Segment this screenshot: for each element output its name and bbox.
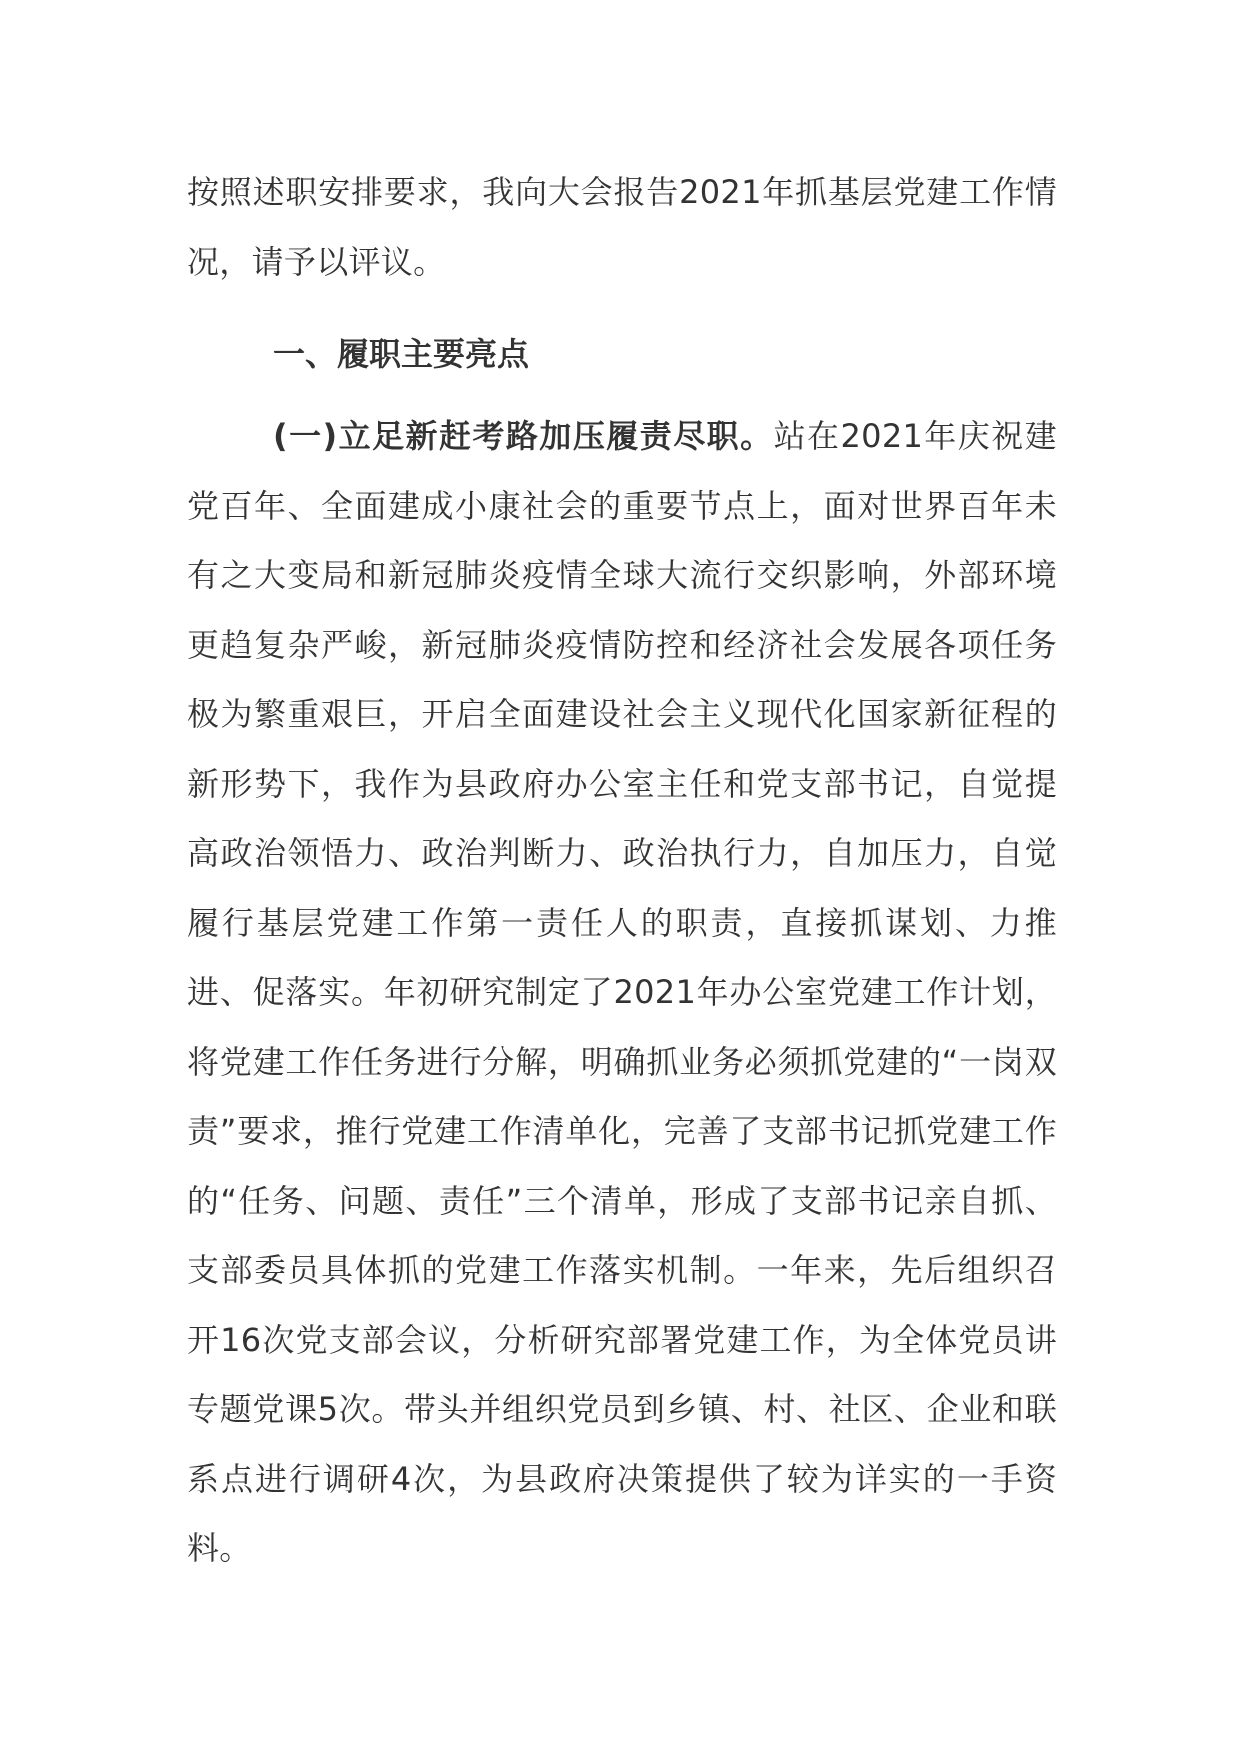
intro-paragraph: 按照述职安排要求，我向大会报告2021年抓基层党建工作情况，请予以评议。: [187, 173, 1057, 281]
section-heading: 一、履职主要亮点: [273, 335, 530, 373]
subsection-lead: (一)立足新赶考路加压履责尽职。: [273, 417, 774, 455]
body-paragraph: [187, 402, 1057, 1584]
subsection-body: 站在2021年庆祝建党百年、全面建成小康社会的重要节点上，面对世界百年未有之大变局和新冠肺炎疫情全球大流行交织影响，外部环境更趋复杂严峻，新冠肺炎疫情防控和经济社会发展各项任务极为繁重艰巨，开启全面建设社会主义现代化国家新征程的新形势下，我作为县政府办公室主任和党支部书记，自觉提高政治领悟力、政治判断力、政治执行力，自加压力，自觉履行基层党建工作第一责任人的职责，直接抓谋划、力推进、促落实。年初研究制定了2021年办公室党建工作计划，将党建工作任务进行分解，明确抓业务必须抓党建的“一岗双责”要求，推行党建工作清单化，完善了支部书记抓党建工作的“任务、问题、责任”三个清单，形成了支部书记亲自抓、支部委员具体抓的党建工作落实机制。一年来，先后组织召开16次党支部会议，分析研究部署党建工作，为全体党员讲专题党课5次。带头并组织党员到乡镇、村、社区、企业和联系点进行调研4次，为县政府决策提供了较为详实的一手资料。: [187, 417, 1057, 1567]
